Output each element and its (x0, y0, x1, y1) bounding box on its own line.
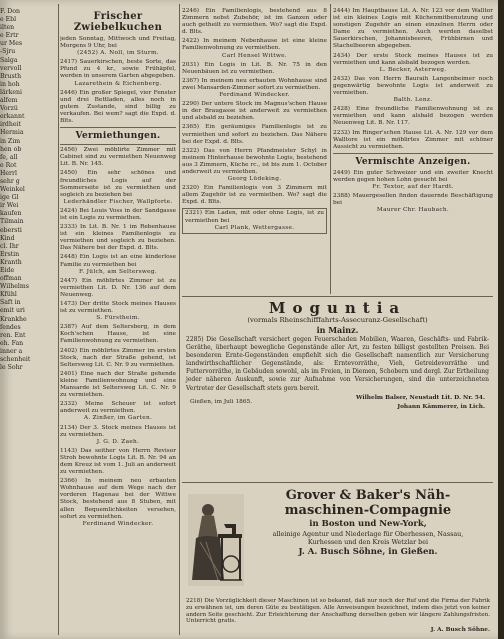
advertisement (60, 478, 176, 528)
cutoff-text-fragment: cl. Ihr (0, 242, 19, 250)
cutoff-text-fragment: Krankhe (0, 315, 27, 323)
advertisement-signature: J. G. D. Zaeh. (96, 438, 140, 445)
cutoff-text-fragment: Salga (0, 56, 18, 64)
advertisement-text: 2388) Mauergesellen finden dauernde Beschäftigung bei (333, 193, 493, 207)
cutoff-text-fragment: schenheit (0, 356, 31, 364)
page-edge (498, 0, 504, 639)
advertisement-text: 2320) Ein Familienlogis von 3 Zimmern mit allem Zugehör ist zu vermiethen. Wo? sagt die Expd. d. Blts. (182, 185, 327, 206)
advertisement (182, 38, 327, 59)
cutoff-text-fragment: Brusth (0, 72, 22, 80)
cutoff-text-fragment: Kind (0, 234, 15, 242)
advertisement (333, 193, 493, 214)
moguntia-subtitle: (vormals Rheinschifffahrts-Assecuranz-Gesellschaft) (247, 316, 428, 324)
cutoff-text-fragment: Kranth (0, 258, 22, 266)
cutoff-text-fragment: erkannt (0, 113, 25, 121)
grover-baker-title-1: Grover & Baker's Näh- (285, 488, 451, 503)
advertisement-text: 2450) Ein sehr schönes und freundliches Logis auf der Sommerseite ist zu vermiethen und sogleich zu beziehen bei (60, 170, 176, 198)
advertisement-text: 2333) In Lit. B. Nr. 1 im Rebenhause ist ein kleines Familienlogis zu vermiethen und sogleich zu beziehen. Das Nähere bei der Expd. d. Blts. (60, 224, 176, 252)
advertisement-text: 2290) Der untere Stock im Magnus'schen Hause in der Braugasse ist anderweit zu vermiethen und alsbald zu beziehen. (182, 101, 327, 122)
advertisement (60, 348, 176, 369)
advertisement-signature: Balth. Lenz. (393, 97, 433, 104)
grover-baker-signature: J. A. Busch Söhne. (430, 627, 490, 634)
grover-baker-firm: J. A. Busch Söhne, in Gießen. (298, 547, 438, 557)
grover-baker-agency: alleinige Agentur und Niederlage für Oberhessen, Nassau, (272, 530, 464, 538)
cutoff-text-fragment: sehr g (0, 177, 20, 185)
advertisement-signature: Fr. Textor, auf der Hardt. (372, 183, 454, 190)
advertisement-text: 2417) Sauerkirschen, beste Sorte, das Pfund zu 4 kr., sowie Frühäpfel, werden in unserem Garten abgegeben. (60, 59, 176, 80)
advertisement (182, 78, 327, 99)
advertisement-text: 2444) Im Hauptbause Lit. A. Nr. 123 vor dem Walltor ist ein kleines Logis mit Küchenmitbenutzung und sonstigen Zugehör an einen einzelnen Herrn oder Dame zu vermiethen. Auch werden daselbst Sauerkirschen, Johannisbeeren, Frühbirnen und Stachelbeeren abgegeben. (333, 8, 493, 50)
heading-zwiebelkuchen: Frischer Zwiebelkuchen (73, 11, 163, 33)
advertisement-text: 2402) Ein möblirtes Zimmer im ersten Stock, nach der Straße gehend, ist Seltersweg Lit. C. Nr. 9 zu vermiethen. (60, 347, 176, 368)
advertisement (333, 130, 493, 151)
cutoff-text-fragment: offman (0, 275, 22, 283)
moguntia-title: Moguntia (268, 299, 407, 317)
advertisement-text: 1143) Das seither von Herrn Revisor Stroh bewohnte Logis Lit. B. Nr. 94 an dem Kreuz ist vom 1. Juli an anderweit zu vermiethen. (60, 447, 176, 476)
cutoff-text-fragment: kaufen (0, 210, 22, 218)
separator (333, 153, 493, 154)
advertisement (60, 401, 176, 422)
advertisement-text: 2456) Zwei möblirte Zimmer mit Cabinet sind zu vermiethen Neuenweg Lit. B. Nr. 145. (60, 147, 176, 168)
cutoff-text-fragment: e Ertr (0, 32, 19, 40)
cutoff-text-fragment: lärkeni (0, 88, 23, 96)
advertisement (60, 371, 176, 399)
cutoff-text-fragment: Erstin (0, 250, 20, 258)
cutoff-text-fragment: vervoll (0, 64, 22, 72)
advertisement (60, 425, 176, 446)
moguntia-place-date: Gießen, im Juli 1865. (190, 398, 253, 405)
column-rule (179, 4, 180, 635)
advertisement-text: 2365) Ein geräumiges Familienlogis ist zu vermiethen und sofort zu beziehen. Das Nähere bei der Expd. d. Blts. (182, 124, 327, 145)
grover-baker-regions: Kurhessen und den Kreis Wetzlar bei (307, 538, 429, 546)
advertisement-text: 2424) Bei Louis Voss in der Sandgasse ist ein Logis zu vermiethen. (60, 207, 176, 221)
cutoff-text-fragment: Saft in (0, 299, 21, 307)
cutoff-text-fragment: emit uri (0, 307, 25, 315)
cutoff-text-fragment: ur Mes (0, 40, 23, 48)
column-3 (333, 8, 493, 294)
advertisement (182, 101, 327, 122)
advertisement (60, 59, 176, 87)
advertisement (60, 147, 176, 168)
advertisement-signature: Ferdinand Windecker. (219, 92, 290, 99)
cutoff-text-fragment: F. Don (0, 8, 20, 15)
advertisement-text: 2428) Eine freundliche Familienwohnung ist zu vermiethen und kann alsbald bezogen werden Neuenweg Lit. B. Nr. 117. (333, 106, 493, 127)
advertisement-text: 2366) In meinem neu erbauten Wohnhause auf dem Wege nach der vorderen Hagenau bei der Wittwe Stock, bestehend aus 8 Stuben, mit allen Bequemlichkeiten versehen, sofort zu vermiethen. (60, 478, 176, 520)
cutoff-text-fragment: Hermia (0, 129, 24, 137)
advertisement-text: 2367) In meinem neu erbauten Wohnhause sind zwei Mansarden-Zimmer sofort zu vermiethen. (182, 77, 327, 91)
advertisement-text: 2232) Im Ringer'schen Hause Lit. A. Nr. 129 vor dem Walltore ist ein möblirtes Zimmer mit schöner Aussicht zu vermiethen. (333, 129, 493, 150)
advertisement (182, 185, 327, 206)
advertisement-signature: Ferdinand Windecker. (82, 520, 154, 527)
cutoff-text-fragment: ige Gl (0, 194, 19, 202)
cutoff-text-fragment: irdheit (0, 121, 22, 129)
column-rule (58, 4, 59, 635)
cutoff-text-fragment: ebersti (0, 226, 22, 234)
cutoff-text-fragment: Herrl (0, 169, 17, 177)
cutoff-text-fragment: Kfühl (0, 291, 17, 299)
moguntia-location: in Mainz. (316, 325, 359, 335)
grover-baker-body: 2218) Die Vorzüglichkeit dieser Maschinen ist so bekannt, daß nur noch der Ruf und die Firma der Fabrik zu erwähnen ist, um deren Güte zu bestätigen. Alle Anweisungen bezeichnet, indem dies jetzt von keiner andern Seite geschieht. Zur Erleichterung der Anschaffung derselben geben wir längere Zahlungsfristen. Unterricht gratis. (186, 598, 490, 625)
advertisement-signature: Lazarethein & Eichenberg. (74, 80, 162, 87)
advertisement-text: 2432) Das von Herrn Bauraih Langenbeimer noch gegenwärtig bewohnte Logis ist anderweit zu vermiethen. (333, 75, 493, 97)
advertisement-text: 1473) Der dritte Stock meines Hauses ist zu vermiethen. (60, 301, 176, 315)
advertisement (333, 53, 493, 74)
advertisement-signature: Carl Hensel Wittwe. (222, 52, 287, 59)
moguntia-advertisement (182, 296, 493, 483)
cutoff-text-fragment: ilten (0, 24, 15, 32)
advertisement-text: 2031) Ein Logis in Lit. B. Nr. 75 in den Neuenbäuen ist zu vermiethen. (182, 61, 327, 75)
sewing-woman-illustration (188, 494, 244, 586)
moguntia-signature-2: Johann Kämmerer, in Lich. (397, 403, 485, 410)
left-cutoff-column (0, 8, 58, 633)
advertisement-text: 2332) Meine Scheuer ist sofort anderweit zu vermiethen. (60, 401, 176, 415)
grover-baker-cities: in Boston und New-York, (309, 519, 427, 529)
cutoff-text-fragment: le Sohr (0, 364, 23, 372)
moguntia-signature-1: Wilhelm Balser, Neustadt Lit. D. Nr. 54. (356, 394, 485, 401)
advertisement-signature: Lederhändler Fischer, Wallpforte. (63, 198, 173, 205)
cutoff-text-fragment: Eide (0, 267, 15, 274)
column-1 (60, 8, 176, 633)
cutoff-text-fragment: e Ebl (0, 16, 17, 24)
heading-vermiethungen: Vermiethungen. (75, 131, 161, 142)
advertisement (60, 278, 176, 299)
advertisement-signature: L. Becker, Asterweg. (379, 66, 447, 73)
advertisement-text: 2448) Ein Logis ist an eine kinderlose Familie zu vermiethen bei (60, 254, 176, 268)
heading-vermischte-anzeigen: Vermischte Anzeigen. (355, 156, 471, 167)
grover-baker-title-2: maschinen-Compagnie (284, 503, 452, 518)
advertisement-text: jeden Sonntag, Mittwoch und Freitag, Morgens 9 Uhr, bei (60, 36, 176, 50)
advertisement-signature: Maurer Chr. Haubach. (376, 207, 450, 214)
cutoff-text-fragment: Weinkel (0, 186, 25, 194)
advertisement (60, 324, 176, 345)
advertisement (60, 448, 176, 476)
advertisement (60, 301, 176, 322)
column-rule (330, 4, 331, 294)
advertisement (333, 76, 493, 104)
advertisement-text: 2246) Ein Familienlogis, bestehend aus 8 Zimmern nebst Zubehör, ist im Ganzen oder auch getheilt zu vermiethen. Wo? sagt die Expd. d. Blts. (182, 8, 327, 36)
separator (60, 144, 176, 145)
advertisement (60, 254, 176, 275)
cutoff-text-fragment: inner a (0, 347, 23, 355)
moguntia-body: 2285) Die Gesellschaft versichert gegen Feuerschaden Mobilien, Waaren, Geschäfts- und Fabrik-Geräthe, überhaupt bewegliche Gegenstände aller Art, zu festen billigst gestellten Preisen. Bei besonderen Ernte-Gegenständen empfiehlt sich die Gesellschaft namentlich zur Versicherung landwirthschaftlicher Gegenstände, als: Erntevorräthe, Vieh, Getreidevorräthe und Futtervorräthe, in Gebäuden sowohl, als im Freien, in Diemen, Schobern und dergl. Zur Ertheilung jeder näheren Auskunft, sowie zur Aufnahme von Versicherungen, sind die unterzeichneten Vertreter der Gesellschaft stets gern bereit. (186, 336, 489, 392)
advertisement (333, 8, 493, 51)
grover-baker-advertisement (182, 486, 493, 596)
advertisement-text: 2401) Eine nach der Straße gehende kleine Familienwohnung und eine Mansarde ist Seltersweg Lit. C. Nr. 9 zu vermiethen. (60, 370, 176, 399)
cutoff-text-fragment: -Sjru (0, 48, 16, 56)
advertisement (60, 36, 176, 57)
separator (60, 127, 176, 128)
grover-baker-body-block (186, 598, 490, 634)
advertisement (60, 170, 176, 205)
advertisement-text: 2322) Das von Herrn Pfandmeister Schyl in meinem Hinterhause bewohnte Logis, bestehend aus 3 Zimmern, Küche rc., ist bis zum 1. October anderweit zu vermiethen. (182, 147, 327, 175)
advertisement (60, 208, 176, 222)
cutoff-text-fragment: ir Wei (0, 202, 19, 210)
advertisement-signature: Carl Plank, Wettergasse. (214, 224, 295, 231)
advertisement-text: 2387) Auf dem Seltersberg, in dem Koch'schen Hause, ist eine Familienwohnung zu vermiethen. (60, 324, 176, 345)
cutoff-text-fragment: in hoh (0, 80, 20, 88)
cutoff-text-fragment: fe, all (0, 153, 18, 161)
cutoff-text-fragment: ren. Ent (0, 331, 26, 339)
cutoff-text-fragment: alfem (0, 97, 18, 105)
advertisement (182, 8, 327, 36)
advertisement-text: 2134) Der 3. Stock meines Hauses ist zu vermiethen. (60, 424, 176, 438)
cutoff-text-fragment: hen ob (0, 145, 22, 153)
advertisement-signature: A. Zinßer, im Garten. (83, 415, 153, 422)
advertisement (333, 106, 493, 127)
advertisement (182, 148, 327, 183)
advertisement-signature: S. Fürstheim. (96, 315, 140, 322)
advertisement-text: 2446) Ein großer Spiegel, vier Fenster und drei Bettladen, alles noch in gutem Zustande, sind billig zu verkaufen. Bei wem? sagt die Expd. d. Blts. (60, 89, 176, 125)
cutoff-text-fragment: Tilmain (0, 218, 24, 226)
cutoff-text-fragment: fendes (0, 323, 21, 331)
advertisement-signature: F. Jülch, am Seltersweg. (78, 268, 158, 275)
cutoff-text-fragment: in Zim (0, 137, 21, 145)
advertisement-text: 2449) Ein guter Schweizer und ein zweiter Knecht werden gegen hohen Lohn gesucht bei (333, 169, 493, 183)
cutoff-text-fragment: Wilhelms (0, 283, 29, 291)
cutoff-text-fragment: e Rot (0, 161, 17, 169)
cutoff-text-fragment: eh. Fan (0, 339, 24, 347)
advertisement-signature: (2452) A. Noll, im Sturm. (77, 50, 159, 57)
advertisement (182, 208, 327, 233)
advertisement (182, 124, 327, 145)
advertisement-text: 2434) Der erste Stock meines Hauses ist zu vermiethen und kann alsbald bezogen werden. (333, 52, 493, 66)
advertisement-text: 2422) In meinem Nebenhause ist eine kleine Familienwohnung zu vermiethen. (182, 38, 327, 52)
advertisement-signature: Georg Lüdeking. (227, 176, 282, 183)
advertisement (182, 62, 327, 76)
advertisement (60, 224, 176, 252)
advertisement (333, 170, 493, 191)
advertisement-text: 2321) Ein Laden, mit oder ohne Logis, ist zu vermiethen bei (185, 210, 324, 224)
advertisement (60, 90, 176, 125)
column-2 (182, 8, 327, 294)
advertisement-text: 2447) Ein möblirtes Zimmer ist zu vermiethen Lit. D. Nr. 136 auf dem Neuenweg. (60, 277, 176, 298)
cutoff-text-fragment: Vorzü (0, 105, 18, 113)
